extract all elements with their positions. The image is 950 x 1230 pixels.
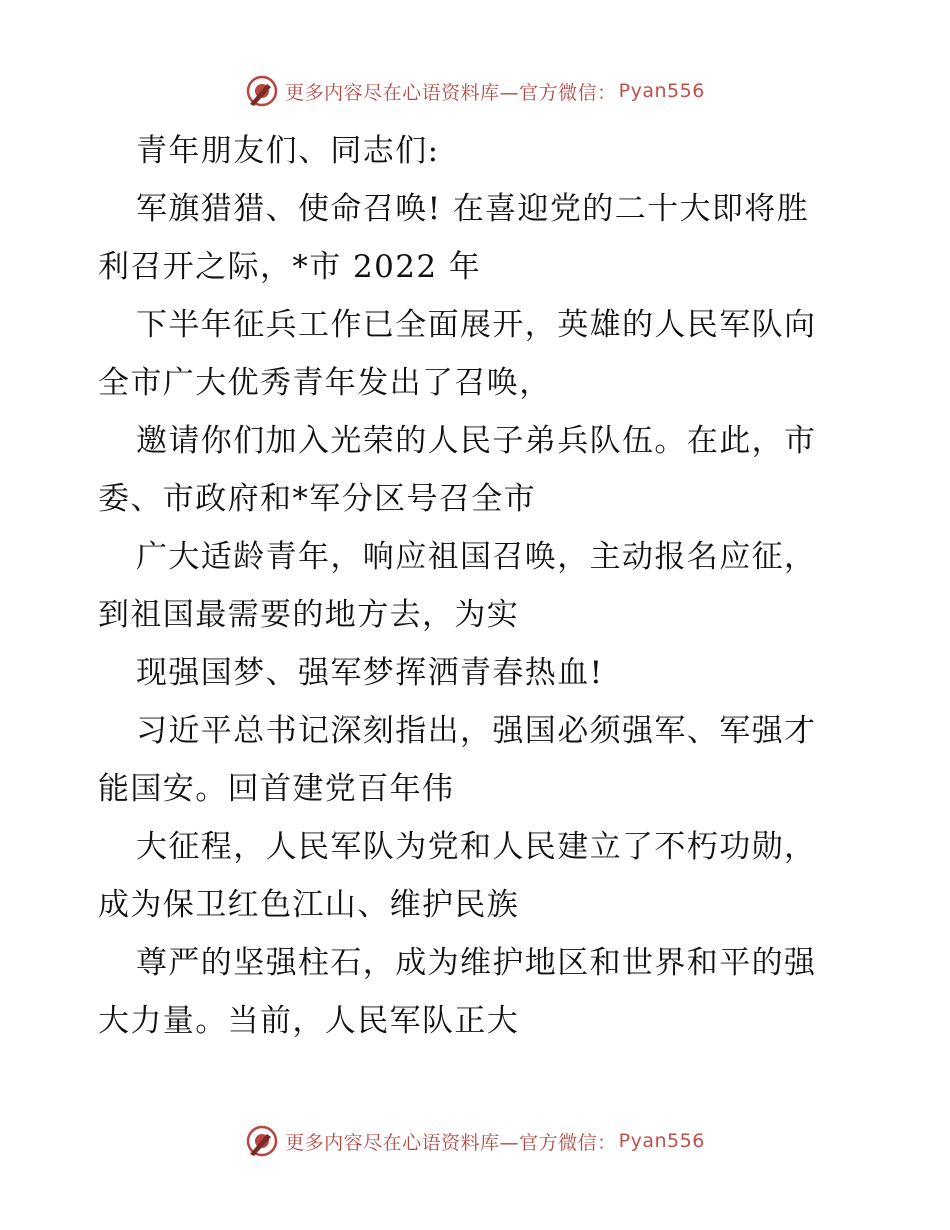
paragraph-line: 现强国梦、强军梦挥洒青春热血! (136, 655, 604, 691)
header-watermark (0, 74, 950, 108)
paragraph-line: 广大适龄青年，响应祖国召唤，主动报名应征， (136, 539, 817, 575)
paragraph-line: 委、市政府和*军分区号召全市 (98, 481, 537, 517)
paragraph-line: 邀请你们加入光荣的人民子弟兵队伍。在此，市 (136, 423, 817, 459)
paragraph-line: 全市广大优秀青年发出了召唤， (98, 365, 552, 401)
paragraph-line: 尊严的坚强柱石，成为维护地区和世界和平的强 (136, 945, 817, 981)
paragraph-line: 军旗猎猎、使命召唤! 在喜迎党的二十大即将胜 (136, 191, 810, 227)
paragraph-line: 能国安。回首建党百年伟 (98, 771, 455, 807)
paragraph-line: 习近平总书记深刻指出，强国必须强军、军强才 (136, 713, 817, 749)
pen-logo-icon (245, 74, 279, 108)
document-body (98, 122, 858, 1050)
watermark-handle: Pyan556 (618, 80, 705, 102)
paragraph-line: 下半年征兵工作已全面展开，英雄的人民军队向 (136, 307, 817, 343)
paragraph-line: 大力量。当前，人民军队正大 (98, 1003, 520, 1039)
pen-logo-icon (245, 1124, 279, 1158)
footer-watermark (0, 1124, 950, 1158)
paragraph-line: 利召开之际，*市 2022 年 (98, 249, 482, 285)
paragraph-line: 青年朋友们、同志们: (136, 133, 440, 169)
paragraph-line: 成为保卫红色江山、维护民族 (98, 887, 520, 923)
paragraph-line: 到祖国最需要的地方去，为实 (98, 597, 520, 633)
paragraph-line: 大征程，人民军队为党和人民建立了不朽功勋， (136, 829, 817, 865)
watermark-text: 更多内容尽在心语资料库—官方微信： (285, 1131, 617, 1154)
watermark-handle: Pyan556 (618, 1130, 705, 1152)
watermark-text: 更多内容尽在心语资料库—官方微信： (285, 81, 617, 104)
